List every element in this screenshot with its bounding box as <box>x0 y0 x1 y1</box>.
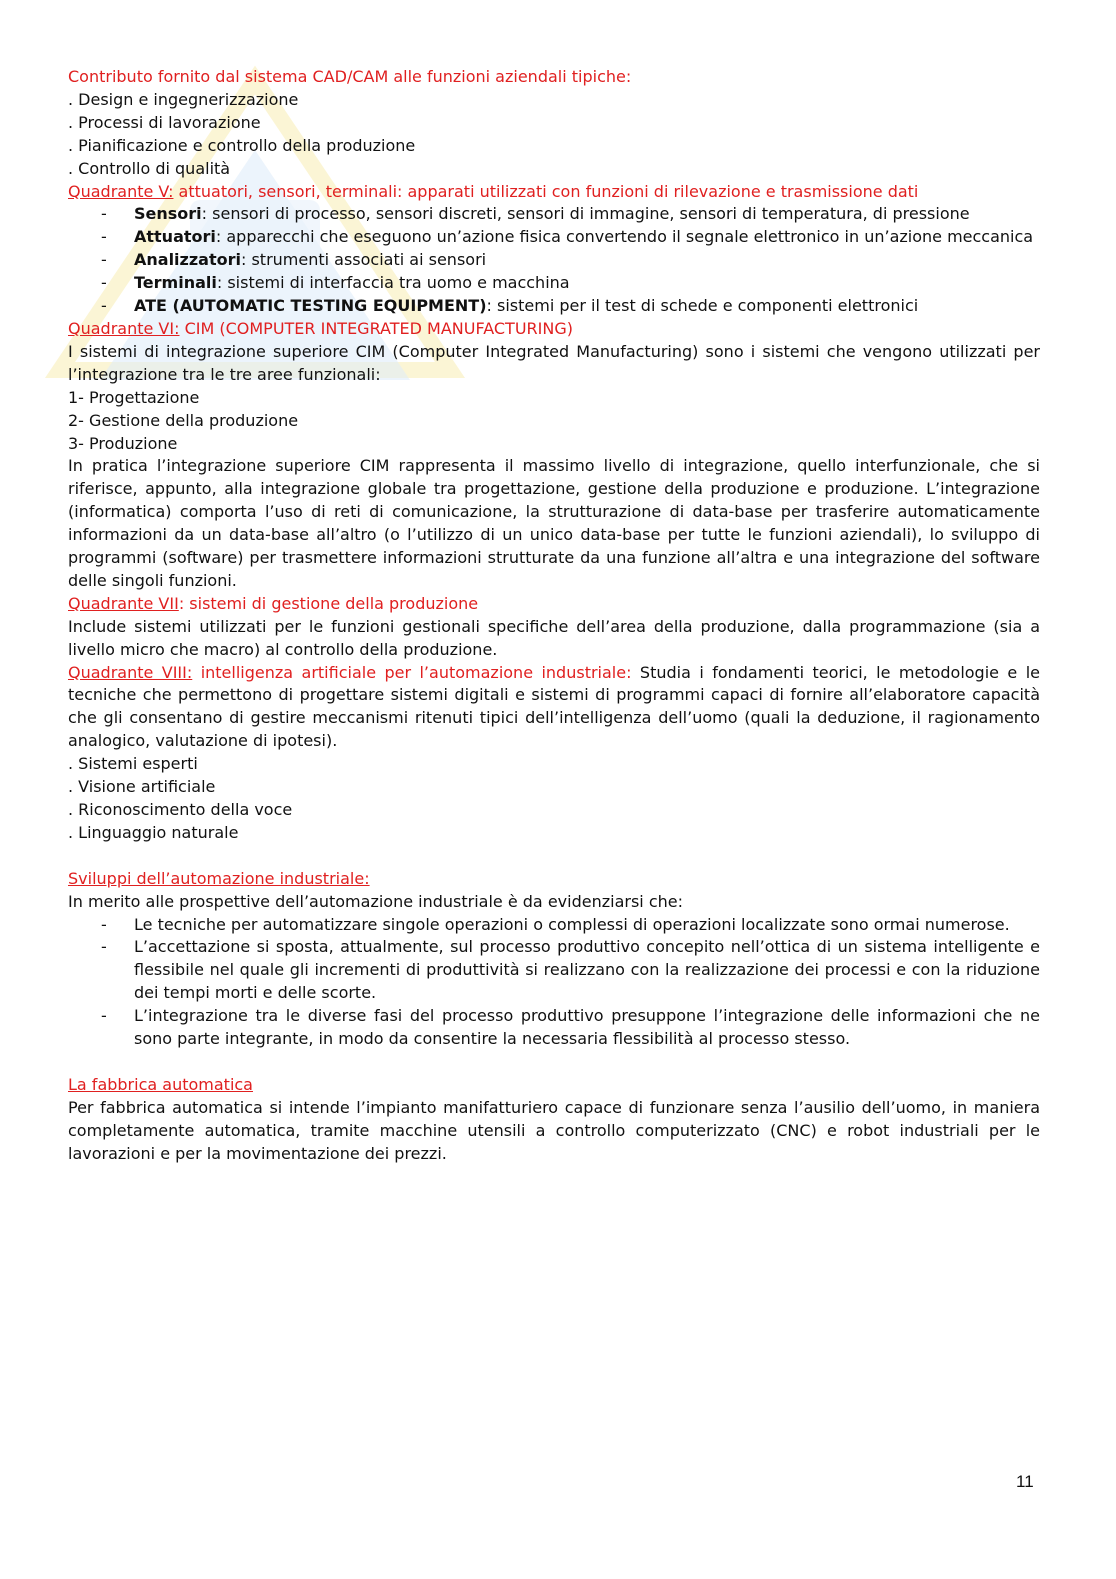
fabbrica-heading: La fabbrica automatica <box>68 1074 253 1094</box>
quadrante-viii-label: Quadrante VIII: <box>68 662 193 682</box>
list-item: - L’integrazione tra le diverse fasi del processo produttivo presuppone l’integrazione delle informazioni che ne sono parte integrante, in modo da consentire la necessaria flessibilità al processo stesso. <box>68 1005 1040 1051</box>
list-item <box>68 226 1040 249</box>
term-description: : apparecchi che eseguono un’azione fisica convertendo il segnale elettronico in un’azione meccanica <box>215 227 1034 247</box>
list-item <box>68 203 1040 226</box>
quadrante-vi-title: CIM (COMPUTER INTEGRATED MANUFACTURING) <box>179 318 573 338</box>
quadrante-vi-intro: I sistemi di integrazione superiore CIM (Computer Integrated Manufacturing) sono i sistemi che vengono utilizzati per l’integrazione tra le tre aree funzionali: <box>68 341 1040 384</box>
quadrante-viii-item: . Sistemi esperti <box>68 754 198 774</box>
term-description: : sistemi per il test di schede e componenti elettronici <box>486 296 919 316</box>
quadrante-v-label: Quadrante V: <box>68 181 174 201</box>
quadrante-viii-item: . Visione artificiale <box>68 777 216 797</box>
cadcam-item: . Pianificazione e controllo della produzione <box>68 135 416 155</box>
cadcam-heading: Contributo fornito dal sistema CAD/CAM alle funzioni aziendali tipiche: <box>68 67 632 86</box>
quadrante-vii-title: : sistemi di gestione della produzione <box>178 593 479 613</box>
quadrante-vi-item: 2- Gestione della produzione <box>68 410 299 430</box>
quadrante-viii-body: Studia i fondamenti teorici, le metodologie e le tecniche che permettono di progettare sistemi digitali e sistemi di programmi capaci di fornire all’elaboratore capacità che gli consentano di gestire meccanismi ritenuti tipici dell’intelligenza dell’uomo (quali la deduzione, il ragionamento analogico, valutazione di ipotesi). <box>68 662 1041 751</box>
quadrante-vii-body: Include sistemi utilizzati per le funzioni gestionali specifiche dell’area della produzione, dalla programmazione (sia a livello micro che macro) al controllo della produzione. <box>68 616 1040 659</box>
list-item <box>68 295 1040 318</box>
quadrante-viii-item: . Linguaggio naturale <box>68 822 239 842</box>
term-analizzatori: Analizzatori <box>134 250 241 270</box>
fabbrica-body: Per fabbrica automatica si intende l’impianto manifatturiero capace di funzionare senza l’ausilio dell’uomo, in maniera completamente automatica, tramite macchine utensili a controllo computerizzato (CNC) e robot industriali per le lavorazioni e per la movimentazione dei prezzi. <box>68 1097 1040 1163</box>
quadrante-v-heading <box>68 181 1040 204</box>
term-sensori: Sensori <box>134 204 202 224</box>
quadrante-vi-item: 3- Produzione <box>68 433 178 453</box>
quadrante-viii-paragraph <box>68 662 1040 754</box>
quadrante-vii-label: Quadrante VII <box>68 593 179 613</box>
list-item: - L’accettazione si sposta, attualmente, sul processo produttivo concepito nell’ottica di un sistema intelligente e flessibile nel quale gli incrementi di produttività si realizzano con la realizzazione dei processi e con la riduzione dei tempi morti e delle scorte. <box>68 936 1040 1005</box>
quadrante-vi-heading <box>68 318 1040 341</box>
list-item <box>68 249 1040 272</box>
quadrante-v-list <box>68 203 1040 318</box>
term-terminali: Terminali <box>134 273 217 293</box>
cadcam-item: . Controllo di qualità <box>68 158 231 178</box>
list-item <box>68 272 1040 295</box>
list-item: - Le tecniche per automatizzare singole operazioni o complessi di operazioni localizzate sono ormai numerose. <box>68 914 1040 937</box>
quadrante-v-title: attuatori, sensori, terminali: apparati utilizzati con funzioni di rilevazione e trasmissione dati <box>173 181 919 201</box>
term-attuatori: Attuatori <box>134 227 216 247</box>
cadcam-item: . Processi di lavorazione <box>68 112 261 132</box>
cadcam-item: . Design e ingegnerizzazione <box>68 89 299 109</box>
quadrante-viii-item: . Riconoscimento della voce <box>68 800 293 819</box>
sviluppi-list <box>68 914 1040 1051</box>
term-description: : sistemi di interfaccia tra uomo e macchina <box>216 273 570 293</box>
sviluppi-heading: Sviluppi dell’automazione industriale: <box>68 868 370 888</box>
quadrante-vi-label: Quadrante VI: <box>68 318 180 338</box>
sviluppi-intro: In merito alle prospettive dell’automazione industriale è da evidenziarsi che: <box>68 891 683 911</box>
term-description: : sensori di processo, sensori discreti, sensori di immagine, sensori di temperatura, di pressione <box>201 204 970 224</box>
document-body <box>68 66 1040 1165</box>
quadrante-vi-body: In pratica l’integrazione superiore CIM rappresenta il massimo livello di integrazione, quello interfunzionale, che si riferisce, appunto, alla integrazione globale tra progettazione, gestione della produzione e produzione. L’integrazione (informatica) comporta l’uso di reti di comunicazione, la strutturazione di data-base per trasferire automaticamente informazioni da un data-base all’altro (o l’utilizzo di un unico data-base per tutte le funzioni aziendali), lo sviluppo di programmi (software) per trasmettere informazioni strutturate da una funzione all’altra e una integrazione del software delle singoli funzioni. <box>68 456 1040 590</box>
quadrante-vii-heading <box>68 593 1040 616</box>
quadrante-viii-title: intelligenza artificiale per l’automazione industriale: <box>192 662 632 682</box>
page-number: 11 <box>1016 1472 1034 1491</box>
term-description: : strumenti associati ai sensori <box>240 250 487 270</box>
term-ate: ATE (AUTOMATIC TESTING EQUIPMENT) <box>134 296 487 316</box>
quadrante-vi-item: 1- Progettazione <box>68 387 200 407</box>
